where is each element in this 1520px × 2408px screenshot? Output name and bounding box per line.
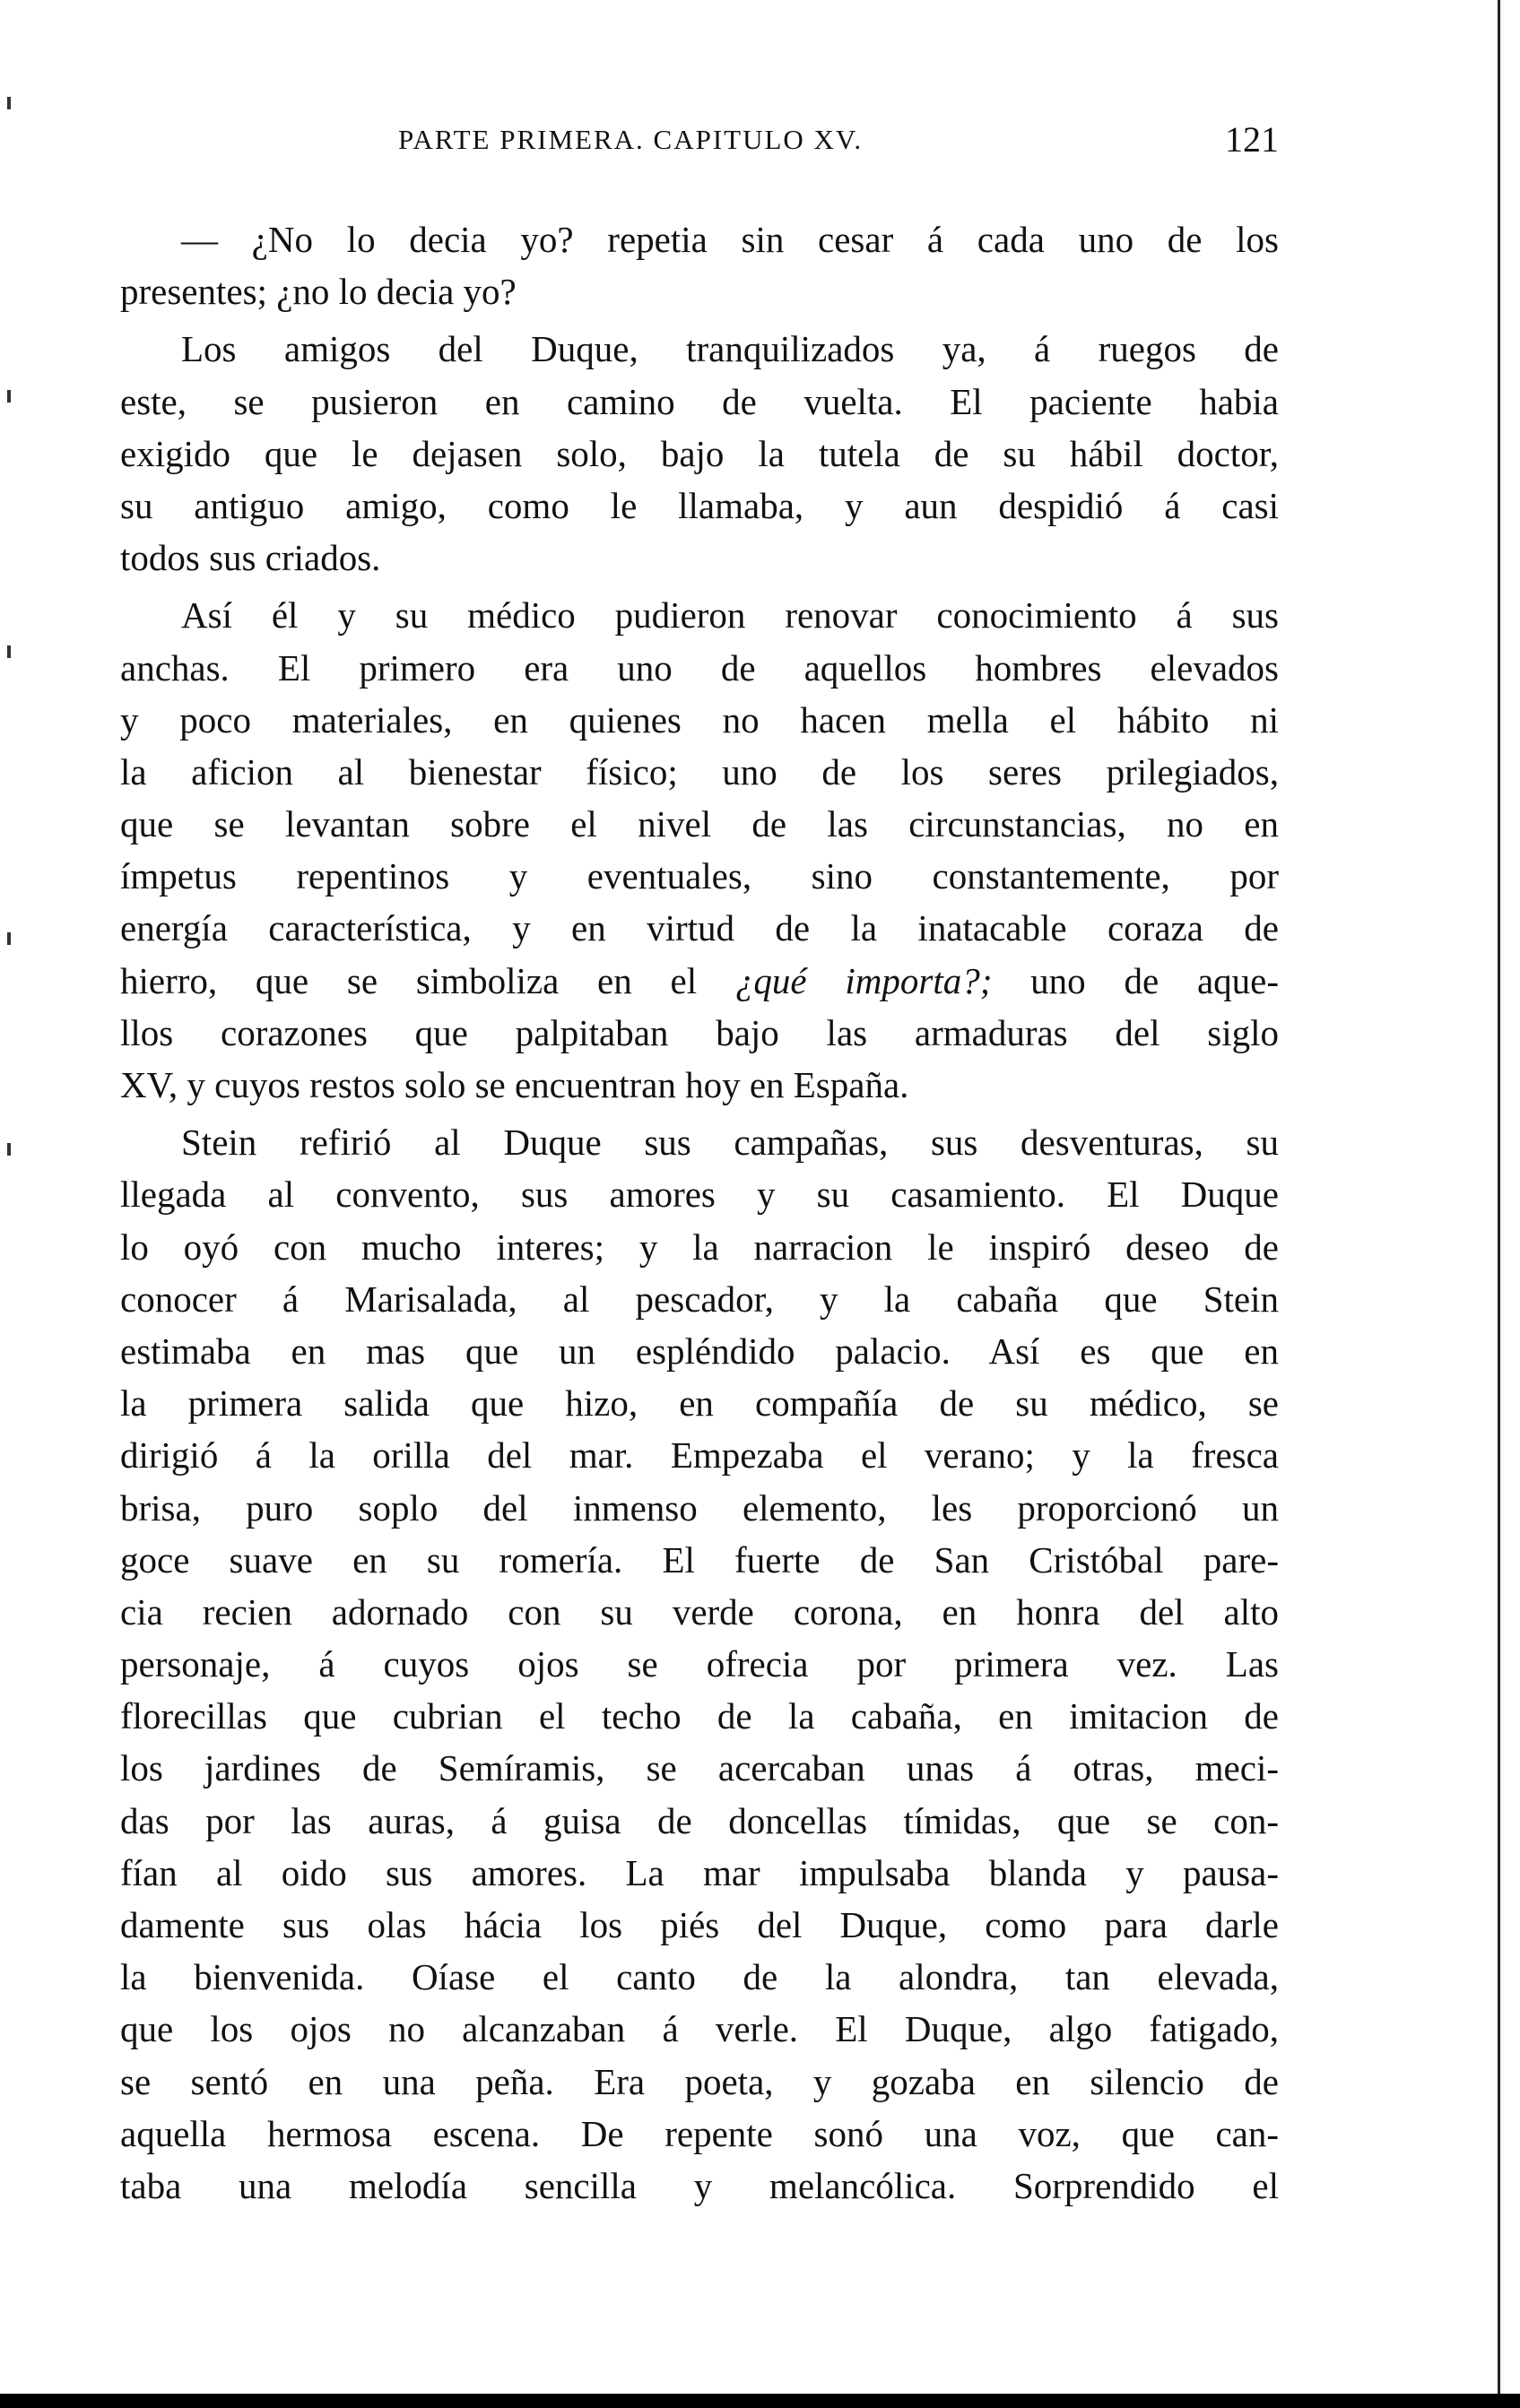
text-line bbox=[120, 1586, 1279, 1638]
line-text: das por las auras, á guisa de doncellas tímidas, que se con- bbox=[120, 1799, 1279, 1841]
text-segment: hierro, que se simboliza en el bbox=[120, 959, 735, 1001]
page-header bbox=[120, 119, 1279, 169]
text-line bbox=[120, 589, 1279, 641]
text-line bbox=[120, 376, 1279, 428]
line-text: anchas. El primero era uno de aquellos hombres elevados bbox=[120, 646, 1279, 689]
line-text: brisa, puro soplo del inmenso elemento, les proporcionó un bbox=[120, 1486, 1279, 1529]
line-text: goce suave en su romería. El fuerte de San Cristóbal pare- bbox=[120, 1538, 1279, 1581]
line-text: conocer á Marisalada, al pescador, y la cabaña que Stein bbox=[120, 1278, 1279, 1320]
text-line bbox=[120, 1742, 1279, 1794]
text-line bbox=[120, 2108, 1279, 2160]
text-line bbox=[120, 532, 1279, 584]
line-text: taba una melodía sencilla y melancólica. Sorprendido el bbox=[120, 2164, 1279, 2206]
line-text: exigido que le dejasen solo, bajo la tutela de su hábil doctor, bbox=[120, 432, 1279, 474]
line-text: florecillas que cubrian el techo de la cabaña, en imitacion de bbox=[120, 1695, 1279, 1737]
scan-mark bbox=[7, 1143, 11, 1156]
line-text: presentes; ¿no lo decia yo? bbox=[120, 271, 517, 313]
line-text: Así él y su médico pudieron renovar conocimiento á sus bbox=[181, 594, 1279, 637]
line-text: dirigió á la orilla del mar. Empezaba el verano; y la fresca bbox=[120, 1434, 1279, 1477]
text-line bbox=[120, 1951, 1279, 2003]
text-line bbox=[120, 798, 1279, 850]
line-text: Stein refirió al Duque sus campañas, sus desventuras, su bbox=[181, 1122, 1279, 1164]
line-text: la aficion al bienestar físico; uno de los seres prilegiados, bbox=[120, 750, 1279, 793]
text-line bbox=[120, 480, 1279, 532]
line-text: que se levantan sobre el nivel de las circunstancias, no en bbox=[120, 803, 1279, 845]
text-line bbox=[120, 642, 1279, 694]
text-line bbox=[120, 428, 1279, 480]
line-text: y poco materiales, en quienes no hacen mella el hábito ni bbox=[120, 698, 1279, 741]
paragraph bbox=[120, 1116, 1279, 2212]
line-text: lo oyó con mucho interes; y la narracion le inspiró deseo de bbox=[120, 1226, 1279, 1268]
line-text: energía característica, y en virtud de la inatacable coraza de bbox=[120, 907, 1279, 949]
text-line bbox=[120, 694, 1279, 746]
text-line bbox=[120, 1007, 1279, 1059]
text-line bbox=[120, 1899, 1279, 1951]
body-text bbox=[120, 213, 1279, 2212]
page-number: 121 bbox=[1225, 119, 1279, 160]
text-line bbox=[120, 213, 1279, 265]
text-line bbox=[120, 1116, 1279, 1168]
text-line bbox=[120, 1690, 1279, 1742]
line-text: la bienvenida. Oíase el canto de la alondra, tan elevada, bbox=[120, 1956, 1279, 1998]
line-text: ímpetus repentinos y eventuales, sino constantemente, por bbox=[120, 855, 1279, 897]
line-text: Los amigos del Duque, tranquilizados ya, á ruegos de bbox=[181, 328, 1279, 370]
paragraph bbox=[120, 323, 1279, 584]
scan-mark bbox=[7, 645, 11, 658]
text-line bbox=[120, 2160, 1279, 2212]
line-text: aquella hermosa escena. De repente sonó una voz, que can- bbox=[120, 2112, 1279, 2154]
line-text: personaje, á cuyos ojos se ofrecia por primera vez. Las bbox=[120, 1643, 1279, 1685]
line-text: XV, y cuyos restos solo se encuentran hoy en España. bbox=[120, 1064, 909, 1105]
text-line bbox=[120, 850, 1279, 902]
line-text: cia recien adornado con su verde corona, en honra del alto bbox=[120, 1590, 1279, 1633]
text-line bbox=[120, 1638, 1279, 1690]
line-text: llegada al convento, sus amores y su casamiento. El Duque bbox=[120, 1174, 1279, 1216]
line-text: la primera salida que hizo, en compañía de su médico, se bbox=[120, 1382, 1279, 1425]
text-line bbox=[120, 1377, 1279, 1429]
text-line bbox=[120, 1325, 1279, 1377]
running-head: PARTE PRIMERA. CAPITULO XV. bbox=[398, 124, 864, 155]
line-text: este, se pusieron en camino de vuelta. El paciente habia bbox=[120, 380, 1279, 422]
line-text: damente sus olas hácia los piés del Duque, como para darle bbox=[120, 1904, 1279, 1945]
text-line bbox=[120, 1059, 1279, 1111]
text-line bbox=[120, 1795, 1279, 1847]
text-segment: uno de aque- bbox=[992, 959, 1279, 1001]
line-text: fían al oido sus amores. La mar impulsaba blanda y pausa- bbox=[120, 1851, 1279, 1893]
scan-mark bbox=[7, 390, 11, 403]
text-line bbox=[120, 1273, 1279, 1325]
line-text: que los ojos no alcanzaban á verle. El Duque, algo fatigado, bbox=[120, 2008, 1279, 2050]
text-line bbox=[120, 746, 1279, 798]
line-text: se sentó en una peña. Era poeta, y gozaba en silencio de bbox=[120, 2060, 1279, 2102]
italic-phrase: ¿qué importa?; bbox=[734, 959, 993, 1001]
scan-mark bbox=[7, 97, 11, 109]
line-text: estimaba en mas que un espléndido palacio. Así es que en bbox=[120, 1330, 1279, 1372]
text-line bbox=[120, 265, 1279, 317]
paragraph bbox=[120, 589, 1279, 1111]
paragraph bbox=[120, 213, 1279, 317]
text-line bbox=[120, 2056, 1279, 2108]
text-line bbox=[120, 1534, 1279, 1586]
line-text: llos corazones que palpitaban bajo las armaduras del siglo bbox=[120, 1011, 1279, 1053]
scan-mark bbox=[7, 932, 11, 945]
line-text: todos sus criados. bbox=[120, 537, 381, 579]
text-line bbox=[120, 1482, 1279, 1534]
line-text: su antiguo amigo, como le llamaba, y aun despidió á casi bbox=[120, 484, 1279, 526]
line-text: — ¿No lo decia yo? repetia sin cesar á cada uno de los bbox=[181, 219, 1279, 260]
text-line bbox=[120, 955, 1279, 1007]
text-line bbox=[120, 2003, 1279, 2055]
scan-border bbox=[0, 2394, 1520, 2408]
text-line bbox=[120, 1168, 1279, 1220]
text-line bbox=[120, 902, 1279, 954]
text-line bbox=[120, 1847, 1279, 1899]
text-line bbox=[120, 1221, 1279, 1273]
text-line bbox=[120, 323, 1279, 375]
text-line bbox=[120, 1429, 1279, 1481]
page-edge bbox=[1498, 0, 1500, 2408]
line-text: los jardines de Semíramis, se acercaban unas á otras, meci- bbox=[120, 1747, 1279, 1789]
line-text bbox=[120, 955, 1279, 1007]
